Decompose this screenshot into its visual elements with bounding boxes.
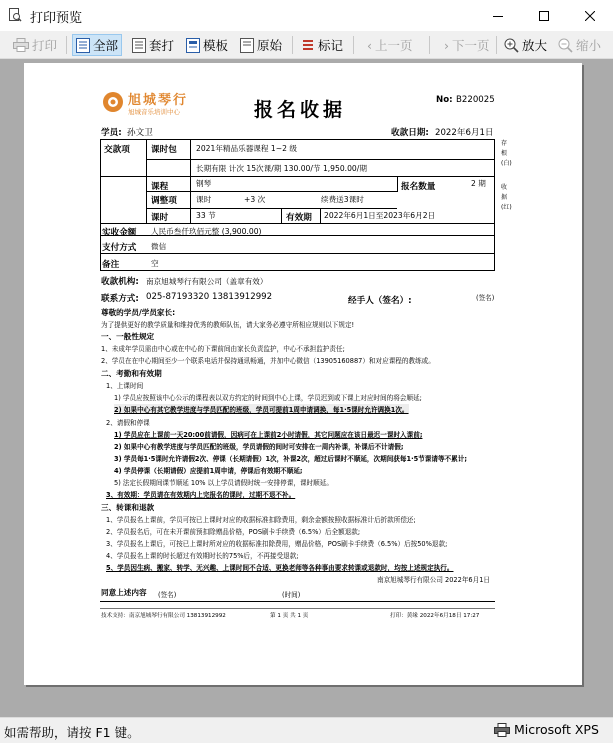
all-label: 全部 xyxy=(93,38,119,53)
next-page-button[interactable] xyxy=(441,34,493,56)
payee-value: 南京旭城琴行有限公司（盖章有效） xyxy=(146,277,268,286)
all-pages-button[interactable] xyxy=(72,34,122,56)
template-button[interactable] xyxy=(183,34,231,56)
minimize-icon xyxy=(493,11,503,21)
footer-support: 技术支持：南京旭城琴行有限公司 13813912992 xyxy=(101,613,226,619)
minimize-button[interactable] xyxy=(475,0,521,31)
term-attendance-2-4: 4) 学员停课（长期请假）应提前1周申请，停课后有效期不顺延; xyxy=(114,467,303,475)
term-refund-4: 4、学员报名上课的时长超过有效期时长的75%后，不再接受退款; xyxy=(106,552,299,560)
term-attendance-2-2: 2) 如果中心有教学进度与学员匹配的班级，学员请假的间时可安排在一周内补课，补课后不计请假; xyxy=(114,443,404,451)
toolbar xyxy=(0,31,613,59)
overlay-print-button[interactable] xyxy=(129,34,177,56)
contact-value: 025-87193320 13813912992 xyxy=(146,292,273,302)
brand-logo xyxy=(102,91,124,113)
printer-icon xyxy=(13,38,29,52)
term-general-2: 2、学员在在中心期间至少一个联系电话并保持通讯畅通，并加中心微信（13905160887）和对应课程的教练或。 xyxy=(101,357,435,365)
overlay-print-icon xyxy=(132,38,146,53)
hours-label: 课时 xyxy=(151,213,169,223)
original-button[interactable] xyxy=(237,34,285,56)
preview-area[interactable] xyxy=(0,59,613,717)
prev-label: 上一页 xyxy=(375,38,413,53)
handler-label: 经手人（签名）: xyxy=(348,296,412,306)
toolbar-separator xyxy=(496,36,497,54)
signup-qty-value: 2 期 xyxy=(471,179,486,188)
term-refund-2: 2、学员报名后，可在未开课前预扣除赠品价格，POS刷卡手续费（6.5%）后全额退款; xyxy=(106,528,361,536)
remark-value: 空 xyxy=(151,259,159,268)
term-refund-5: 5、学员因生病、搬家、转学、无兴趣、上课时间不合适、更换老师等各种事由要求转课或退款时，均按上述规定执行。 xyxy=(106,564,454,572)
status-help-text: 如需帮助，请按 F1 键。 xyxy=(4,725,140,740)
term-refund-3: 3、学员报名上课后，可按已上课时所对应的收据标准扣除费用，赠品价格，POS刷卡手续费（6.5%）后按50%退款; xyxy=(106,540,448,548)
toolbar-separator xyxy=(353,36,354,54)
amount-label: 实收金额 xyxy=(102,228,137,238)
zoom-in-icon xyxy=(504,38,519,53)
maximize-icon xyxy=(539,11,549,21)
footer-page: 第 1 页 共 1 页 xyxy=(270,613,309,619)
side-note-bottom: 收据(红) xyxy=(501,184,512,211)
mark-icon xyxy=(301,38,315,52)
receipt-no-value: B220025 xyxy=(456,95,495,105)
term-validity: 3、有效期：学员请在有效期内上完报名的课时，过期不退不补。 xyxy=(106,491,296,499)
agree-signature: (签名) xyxy=(158,591,177,599)
date-value: 2022年6月1日 xyxy=(435,128,494,138)
date-label: 收款日期: xyxy=(391,128,429,138)
agree-label: 同意上述内容 xyxy=(101,588,147,597)
signup-qty-label: 报名数量 xyxy=(401,182,436,192)
section-general: 一、一般性规定 xyxy=(101,332,155,341)
term-attendance-2-5: 5) 法定长假期间课节顺延 10% 以上学员请假时统一安排停课，课时顺延。 xyxy=(114,479,333,487)
terms-greeting: 尊敬的学员/学员家长: xyxy=(101,308,176,317)
side-note-top: 存根(白) xyxy=(501,140,512,167)
zoom-out-icon xyxy=(558,38,573,53)
company-date: 南京旭城琴行有限公司 2022年6月1日 xyxy=(377,576,490,584)
term-attendance-2-1: 1) 学员应在上课前一天20:00前请假，因病可在上课前2小时请假，其它问题应在该日最迟一课时入课前; xyxy=(114,431,423,439)
term-attendance-1-1: 1) 学员应按照该中心公示的课程表以双方约定的时间到中心上课，学员迟到或下课上对应时间的将会顺延; xyxy=(114,394,422,402)
receipt-page xyxy=(24,63,582,685)
term-attendance-2-3: 3) 学员每1·5课时允许请假2次、停课（长期请假）1次，补课2次，超过后课时不顺延，次期间获每1·5节课请等不累计; xyxy=(114,455,467,463)
maximize-button[interactable] xyxy=(521,0,567,31)
package-value: 2021年精品乐器课程 1~2 级 xyxy=(196,144,297,153)
valid-value: 2022年6月1日至2023年6月2日 xyxy=(324,211,436,220)
zoom-in-button[interactable] xyxy=(501,34,550,56)
zoom-out-label: 缩小 xyxy=(576,38,602,53)
zoom-in-label: 放大 xyxy=(522,38,548,53)
item-label: 交款项 xyxy=(104,145,130,155)
printer-icon xyxy=(494,723,510,737)
window-title: 打印预览 xyxy=(30,11,83,26)
close-icon xyxy=(585,11,595,21)
mark-label: 标记 xyxy=(318,38,344,53)
brand-subtitle: 旭城音乐培训中心 xyxy=(128,108,180,116)
mark-button[interactable] xyxy=(298,34,346,56)
student-label: 学员: xyxy=(101,128,122,138)
section-refund: 三、转课和退款 xyxy=(101,503,155,512)
printer-name: Microsoft XPS xyxy=(514,722,599,737)
terms-intro: 为了提供更好的教学质量和维持优秀的教师队伍，请大家务必遵守所相应规则以下规定! xyxy=(101,321,355,329)
page-grid-icon xyxy=(76,38,90,53)
print-button[interactable] xyxy=(10,34,60,56)
valid-label: 有效期 xyxy=(286,213,312,223)
zoom-out-button[interactable] xyxy=(555,34,604,56)
adjust-value: +3 次 xyxy=(244,195,266,204)
template-label: 模板 xyxy=(203,38,229,53)
pay-label: 支付方式 xyxy=(102,243,137,253)
section-attendance: 二、考勤和有效期 xyxy=(101,369,162,378)
term-general-1: 1、未成年学员需由中心或在中心的下课前间由家长负责监护，中心不承担监护责任; xyxy=(101,345,345,353)
brand-name: 旭城琴行 xyxy=(128,93,189,108)
toolbar-separator xyxy=(292,36,293,54)
term-attendance-1: 1、上课时间 xyxy=(106,382,144,390)
print-label: 打印 xyxy=(32,38,58,53)
adjust-note: 续费送3课时 xyxy=(321,195,364,204)
receipt-title: 报名收据 xyxy=(254,99,347,121)
remark-label: 备注 xyxy=(102,260,120,270)
chevron-right-icon: › xyxy=(444,37,449,53)
course-value: 钢琴 xyxy=(196,179,212,188)
template-icon xyxy=(186,38,200,53)
original-doc-icon xyxy=(240,38,254,53)
handler-signature: (签名) xyxy=(476,294,495,302)
term-attendance-1-2: 2) 如果中心有其它教学进度与学员匹配的班级，学员可提前1周申请调换，每1·5课时允许调换1次。 xyxy=(114,406,409,414)
hours-value: 33 节 xyxy=(196,211,216,220)
payee-label: 收款机构: xyxy=(101,277,139,287)
status-bar xyxy=(0,717,613,743)
print-preview-icon xyxy=(8,8,22,22)
prev-page-button[interactable] xyxy=(364,34,416,56)
course-label: 课程 xyxy=(151,182,169,192)
toolbar-separator xyxy=(429,36,430,54)
toolbar-separator xyxy=(66,36,67,54)
pay-value: 微信 xyxy=(151,242,167,251)
term-attendance-2: 2、请假和停课 xyxy=(106,419,150,427)
set-label: 套打 xyxy=(149,38,175,53)
printer-indicator xyxy=(494,722,599,737)
footer-print: 打印：黄缘 2022年6月18日 17:27 xyxy=(390,613,480,619)
term-refund-1: 1、学员报名上课前，学员可按已上课时对应的收据标准扣除费用，剩余金额按照收据标准计后折款所偿还; xyxy=(106,516,416,524)
receipt-no-label: No: xyxy=(436,95,453,105)
adjust-label: 调整项 xyxy=(151,196,177,206)
contact-label: 联系方式: xyxy=(101,294,139,304)
package-label: 课时包 xyxy=(151,145,177,155)
close-button[interactable] xyxy=(567,0,613,31)
chevron-left-icon: ‹ xyxy=(367,37,372,53)
next-label: 下一页 xyxy=(452,38,490,53)
adjust-type: 课时 xyxy=(196,195,212,204)
student-value: 孙文卫 xyxy=(127,128,153,138)
agree-date: (时间) xyxy=(282,591,301,599)
amount-value: 人民币叁仟玖佰元整 (3,900.00) xyxy=(151,227,262,236)
package-detail: 长期有限 计次 15次课/期 130.00/节 1,950.00/期 xyxy=(196,164,367,173)
original-label: 原始 xyxy=(257,38,283,53)
title-bar xyxy=(0,0,613,31)
